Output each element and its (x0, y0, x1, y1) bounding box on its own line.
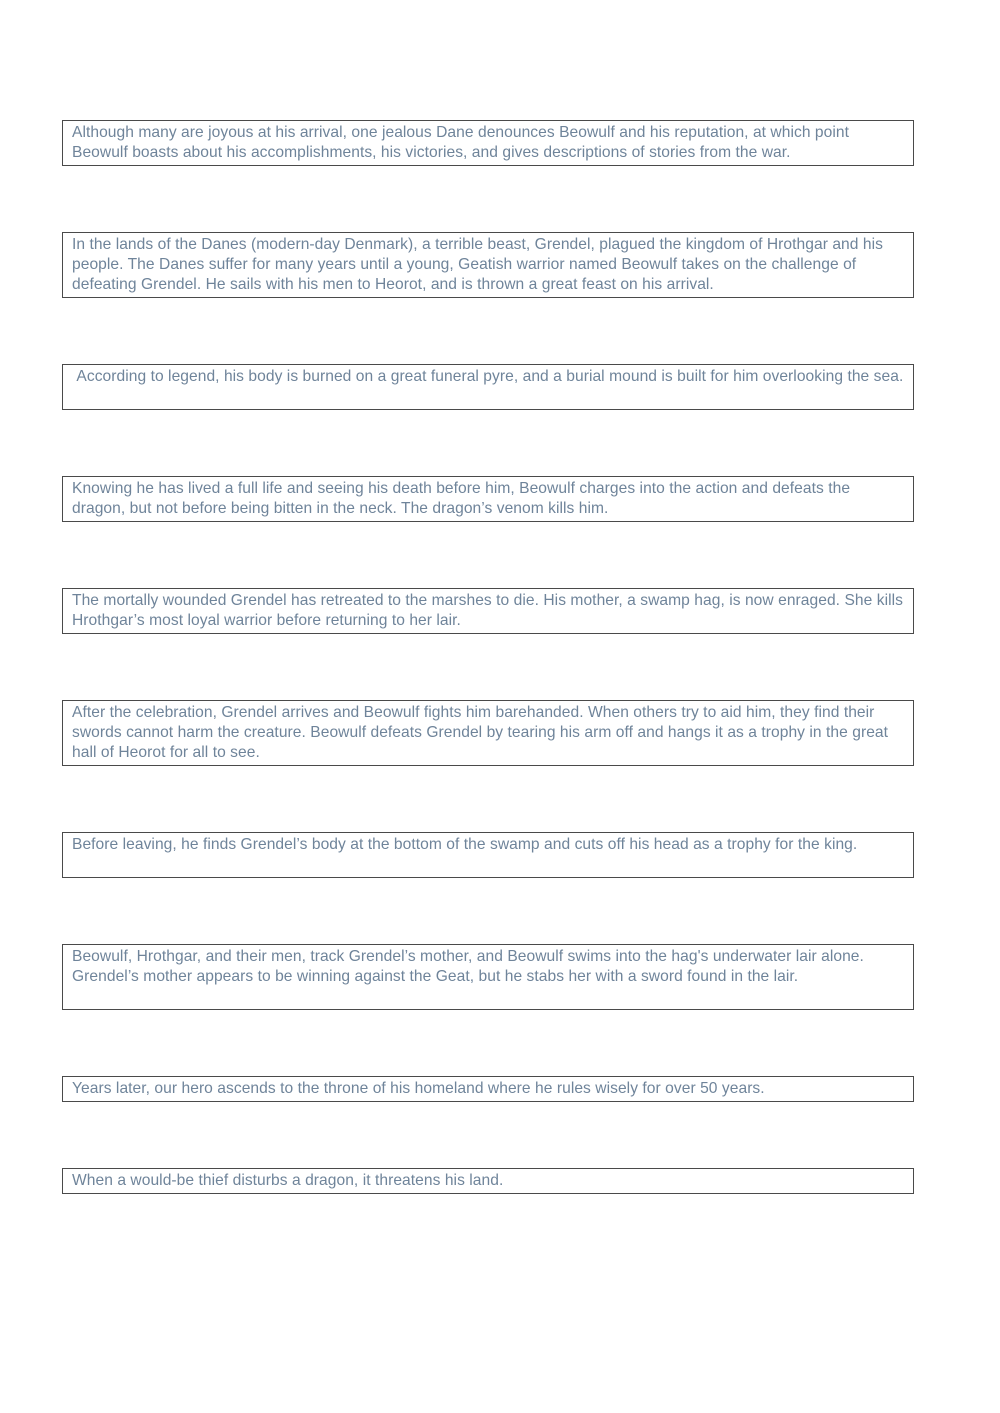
story-card-10[interactable] (62, 1168, 914, 1194)
story-card-4[interactable] (62, 476, 914, 522)
story-card-text: When a would-be thief disturbs a dragon, it threatens his land. (72, 1172, 504, 1189)
story-card-1[interactable] (62, 120, 914, 166)
story-card-text: According to legend, his body is burned on a great funeral pyre, and a burial mound is built for him overlooking the sea. (72, 368, 904, 385)
story-card-text: The mortally wounded Grendel has retreated to the marshes to die. His mother, a swamp hag, is now enraged. She kills Hrothgar’s most loyal warrior before returning to her lair. (72, 592, 903, 629)
story-card-text: Knowing he has lived a full life and seeing his death before him, Beowulf charges into the action and defeats the dragon, but not before being bitten in the neck. The dragon’s venom kills him. (72, 480, 851, 517)
story-card-text: After the celebration, Grendel arrives and Beowulf fights him barehanded. When others try to aid him, they find their swords cannot harm the creature. Beowulf defeats Grendel by tearing his arm off and hangs it as a trophy in the great hall of Heorot for all to see. (72, 704, 889, 761)
story-card-9[interactable] (62, 1076, 914, 1102)
story-card-text: In the lands of the Danes (modern-day Denmark), a terrible beast, Grendel, plagued the kingdom of Hrothgar and his people. The Danes suffer for many years until a young, Geatish warrior named Beowulf takes on the challenge of defeating Grendel. He sails with his men to Heorot, and is thrown a great feast on his arrival. (72, 236, 883, 293)
story-card-8[interactable] (62, 944, 914, 1010)
story-card-6[interactable] (62, 700, 914, 766)
story-card-7[interactable] (62, 832, 914, 878)
story-card-text: Years later, our hero ascends to the throne of his homeland where he rules wisely for over 50 years. (72, 1080, 765, 1097)
story-card-3[interactable] (62, 364, 914, 410)
story-card-2[interactable] (62, 232, 914, 298)
story-card-5[interactable] (62, 588, 914, 634)
story-card-text: Before leaving, he finds Grendel’s body at the bottom of the swamp and cuts off his head as a trophy for the king. (72, 836, 858, 853)
story-card-text: Beowulf, Hrothgar, and their men, track Grendel’s mother, and Beowulf swims into the hag's underwater lair alone. Grendel’s mother appears to be winning against the Geat, but he stabs her with a sword found in the lair. (72, 948, 864, 985)
story-card-text: Although many are joyous at his arrival, one jealous Dane denounces Beowulf and his reputation, at which point Beowulf boasts about his accomplishments, his victories, and gives descriptions of stories from the war. (72, 124, 850, 161)
